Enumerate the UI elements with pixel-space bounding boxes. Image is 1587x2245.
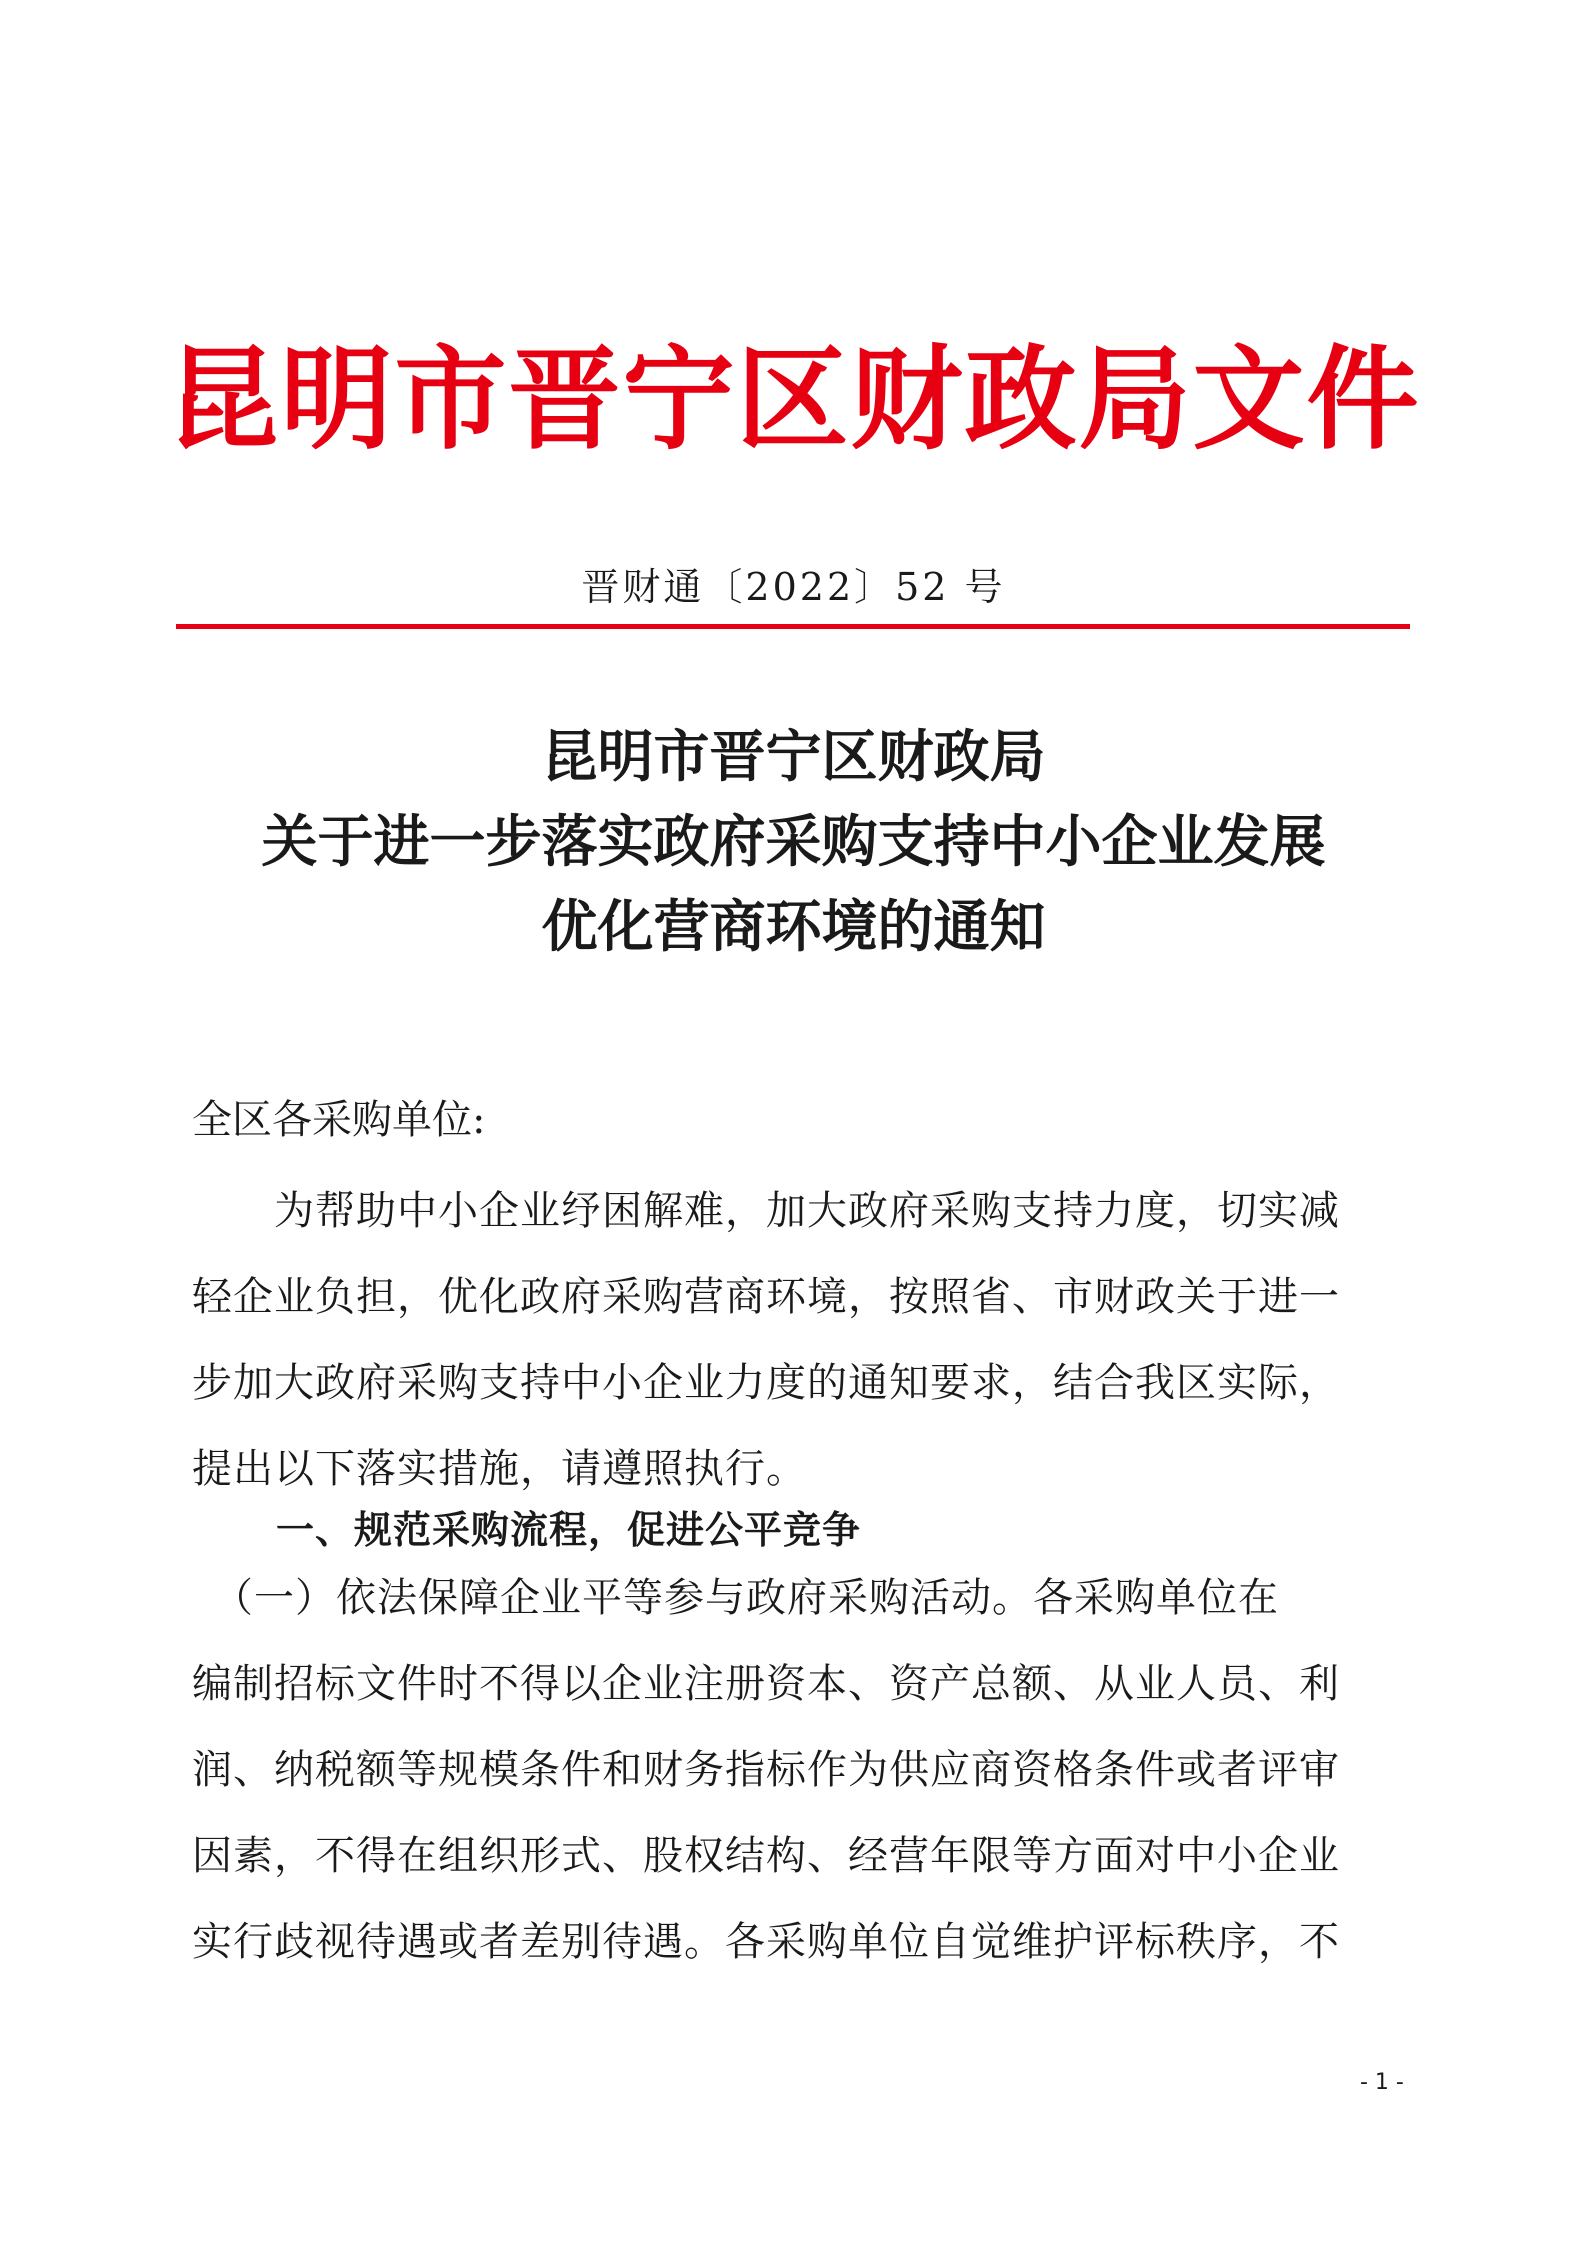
title-line-3: 优化营商环境的通知 — [541, 894, 1046, 960]
salutation: 全区各采购单位: — [192, 1097, 486, 1143]
paragraph-line: 为帮助中小企业纾困解难，加大政府采购支持力度，切实减 — [192, 1188, 1340, 1234]
paragraph-line: 轻企业负担，优化政府采购营商环境，按照省、市财政关于进一 — [192, 1274, 1340, 1320]
title-line-2: 关于进一步落实政府采购支持中小企业发展 — [261, 809, 1326, 875]
paragraph-line: 润、纳税额等规模条件和财务指标作为供应商资格条件或者评审 — [192, 1747, 1340, 1793]
page-number: - 1 - — [1360, 2070, 1404, 2095]
paragraph-line: 编制招标文件时不得以企业注册资本、资产总额、从业人员、利 — [192, 1661, 1340, 1707]
masthead-title: 昆明市晋宁区财政局文件 — [166, 334, 1421, 465]
red-separator-line — [176, 624, 1410, 629]
paragraph-line: 步加大政府采购支持中小企业力度的通知要求，结合我区实际， — [192, 1360, 1340, 1406]
notice-title — [0, 715, 1587, 970]
title-line-1: 昆明市晋宁区财政局 — [541, 724, 1046, 790]
document-number: 晋财通〔2022〕52 号 — [581, 565, 1006, 609]
paragraph-line: 提出以下落实措施，请遵照执行。 — [192, 1446, 807, 1492]
paragraph-intro — [192, 1168, 1392, 1512]
paragraph-line: 因素，不得在组织形式、股权结构、经营年限等方面对中小企业 — [192, 1833, 1340, 1879]
paragraph-line: 实行歧视待遇或者差别待遇。各采购单位自觉维护评标秩序，不 — [192, 1919, 1340, 1965]
paragraph-section-1-1 — [192, 1555, 1392, 1985]
section-heading-1: 一、规范采购流程，促进公平竞争 — [276, 1508, 862, 1552]
paragraph-line: （一）依法保障企业平等参与政府采购活动。各采购单位在 — [192, 1575, 1279, 1621]
